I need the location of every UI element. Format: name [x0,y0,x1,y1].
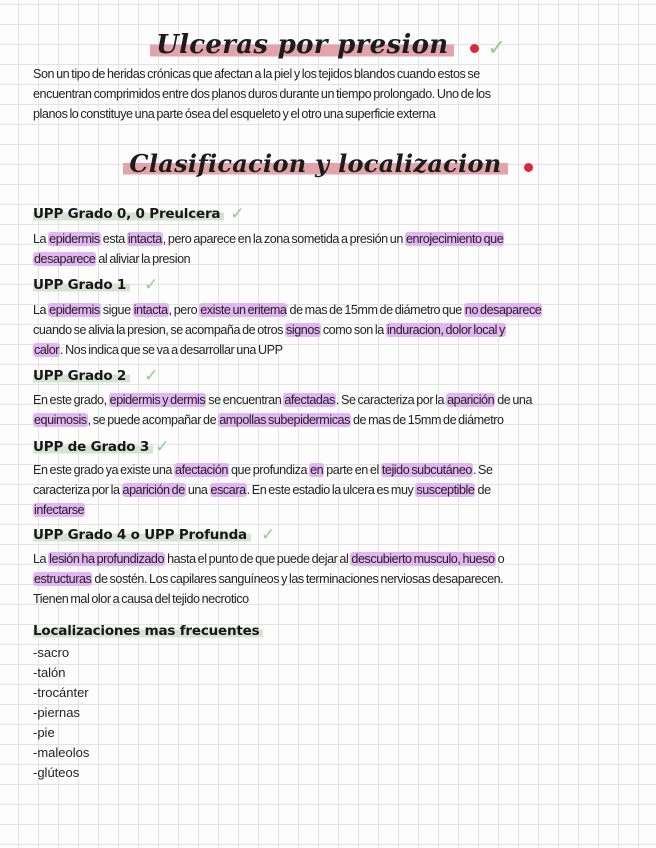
grade4-heading-text: UPP Grado 4 o UPP Profunda [33,527,251,543]
grade2-heading-text: UPP Grado 2 [33,368,130,384]
locations-list [33,643,89,783]
highlight: afectadas [284,393,335,407]
highlight: lesión ha profundizado [49,552,165,566]
highlight: susceptible [416,483,475,497]
list-item: -sacro [33,645,70,660]
locations-heading-text: Localizaciones mas frecuentes [33,623,263,639]
text-line [33,480,637,500]
text-run: de mas de 15mm de diámetro [350,413,504,427]
text-run: se encuentran [206,393,284,407]
highlight: afectación [175,463,228,477]
text-line [33,229,637,249]
list-item: -pie [33,725,55,740]
text-run: . En este estadio la ulcera es muy [246,483,416,497]
text-run: o [495,552,505,566]
highlight: intacta [127,232,162,246]
intro-paragraph [33,64,637,124]
text-run: . Se caracteriza por la [335,393,447,407]
highlight: existe un eritema [200,303,287,317]
grade2-heading [33,367,158,385]
text-run: de mas de 15mm de diámetro que [287,303,464,317]
highlight: intacta [133,303,168,317]
list-item: -maleolos [33,745,90,760]
text-run: esta [100,232,127,246]
red-dot-icon [470,44,479,53]
text-run: de sostén. Los capilares sanguíneos y las terminaciones nerviosas desaparecen. [92,572,504,586]
text-run: de una [495,393,533,407]
check-icon: ✓ [144,274,159,295]
grade1-paragraph [33,300,637,360]
highlight: epidermis [49,232,100,246]
title-row [0,30,656,60]
text-run: En este grado ya existe una [33,463,175,477]
highlight: signos [286,323,320,337]
intro-line: planos lo constituye una parte ósea del esqueleto y el otro una superficie externa [33,107,436,121]
grade4-heading [33,526,275,544]
text-run: Tienen mal olor a causa del tejido necrotico [33,592,249,606]
text-line [33,300,637,320]
text-line [33,500,637,520]
list-item: -trocánter [33,685,89,700]
text-run: parte en el [324,463,381,477]
grade3-heading [33,438,169,456]
highlight: aparición [447,393,495,407]
text-line [33,589,637,609]
text-line [33,569,637,589]
highlight: epidermis y dermis [109,393,206,407]
highlight: descubierto musculo, hueso [351,552,495,566]
page-title: Ulceras por presion [150,30,454,60]
text-run: caracteriza por la [33,483,122,497]
text-run: sigue [100,303,133,317]
text-run: como son la [320,323,386,337]
highlight: aparición de [122,483,185,497]
grade1-heading-text: UPP Grado 1 [33,277,130,293]
text-line [33,460,637,480]
locations-heading [33,622,263,640]
text-run: , pero [168,303,200,317]
check-icon: ✓ [144,365,159,386]
highlight: desaparece [34,252,96,266]
check-icon: ✓ [230,203,245,224]
text-run: En este grado, [33,393,109,407]
grade3-paragraph [33,460,637,520]
text-run: al aliviar la presion [96,252,191,266]
highlight: escara [210,483,246,497]
check-icon: ✓ [155,436,170,457]
text-run: que profundiza [228,463,310,477]
text-run: cuando se alivia la presion, se acompaña de otros [33,323,286,337]
text-line [33,249,637,269]
text-run: , pero aparece en la zona sometida a presión un [162,232,405,246]
text-line [33,340,637,360]
text-run: una [185,483,210,497]
grade0-heading [33,205,244,223]
list-item: -piernas [33,705,80,720]
red-dot-icon [524,163,533,172]
text-run: de [475,483,491,497]
highlight: ampollas subepidermicas [219,413,350,427]
highlight: equimosis [34,413,87,427]
highlight: tejido subcutáneo [381,463,472,477]
highlight: infectarse [34,503,85,517]
intro-line: encuentran comprimidos entre dos planos duros durante un tiempo prolongado. Uno de los [33,87,491,101]
text-line [33,320,637,340]
text-run: , se puede acompañar de [87,413,219,427]
grade1-heading [33,276,158,294]
text-run: La [33,552,49,566]
list-item: -talón [33,665,66,680]
subtitle-row [0,149,656,178]
check-icon: ✓ [487,35,506,61]
highlight: no desaparece [464,303,542,317]
highlight: calor [34,343,60,357]
section-title: Clasificacion y localizacion [123,149,507,178]
grade2-paragraph [33,390,637,430]
grade0-heading-text: UPP Grado 0, 0 Preulcera [33,206,224,222]
text-run: . Se [472,463,493,477]
grade4-paragraph [33,549,637,609]
text-line [33,549,637,569]
highlight: induracion, dolor local y [386,323,505,337]
text-run: hasta el punto de que puede dejar al [165,552,351,566]
grade0-paragraph [33,229,637,269]
highlight: enrojecimiento que [405,232,504,246]
list-item: -glúteos [33,765,80,780]
highlight: epidermis [49,303,100,317]
highlight: en [310,463,324,477]
text-run: . Nos indica que se va a desarrollar una UPP [60,343,283,357]
text-line [33,410,637,430]
highlight: estructuras [34,572,92,586]
intro-line: Son un tipo de heridas crónicas que afectan a la piel y los tejidos blandos cuando estos se [33,67,480,81]
grade3-heading-text: UPP de Grado 3 [33,439,153,455]
text-line [33,390,637,410]
check-icon: ✓ [260,524,275,545]
text-run: La [33,232,49,246]
text-run: La [33,303,49,317]
